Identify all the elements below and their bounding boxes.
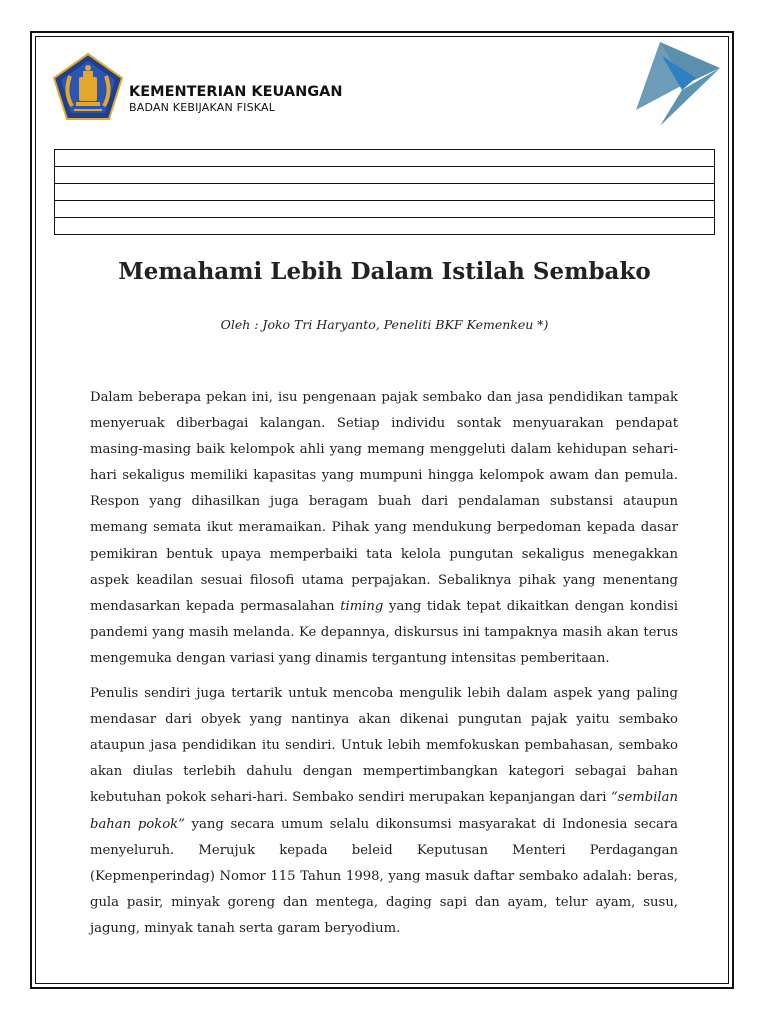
header-grid xyxy=(54,149,715,235)
grid-row xyxy=(55,150,714,167)
org-name: KEMENTERIAN KEUANGAN xyxy=(129,84,343,100)
grid-row xyxy=(55,167,714,184)
grid-row xyxy=(55,218,714,234)
paragraph-2-emphasis: “sembilan bahan pokok” xyxy=(90,790,678,832)
paragraph-1-emphasis: timing xyxy=(340,598,384,614)
org-block xyxy=(129,84,342,115)
article-byline: Oleh : Joko Tri Haryanto, Peneliti BKF Kemenkeu *) xyxy=(220,317,549,332)
grid-row xyxy=(55,184,714,201)
paragraph-1 xyxy=(90,385,678,672)
paragraph-2 xyxy=(90,681,678,942)
paragraph-2-text-a: Penulis sendiri juga tertarik untuk mencoba mengulik lebih dalam aspek yang paling mendasar dari obyek yang nantinya akan dikenai pungutan pajak yaitu sembako ataupun jasa pendidikan itu sendiri. Untuk lebih memfokuskan pembahasan, sembako akan diulas terlebih dahulu dengan mempertimbangkan kategori sebagai bahan kebutuhan pokok sehari-hari. Sembako sendiri merupakan kepanjangan dari xyxy=(90,686,678,806)
paragraph-1-text-a: Dalam beberapa pekan ini, isu pengenaan pajak sembako dan jasa pendidikan tampak menyeruak diberbagai kalangan. Setiap individu sontak menyuarakan pendapat masing-masing baik kelompok ahli yang memang menggeluti dalam kehidupan sehari-hari sekaligus memiliki kapasitas yang mumpuni hingga kelompok awam dan pemula. Respon yang dihasilkan juga beragam buah dari pendalaman substansi ataupun memang semata ikut meramaikan. Pihak yang mendukung berpedoman kepada dasar pemikiran bentuk upaya memperbaiki tata kelola pungutan sekaligus menegakkan aspek keadilan sesuai filosofi utama perpajakan. Sebaliknya pihak yang menentang mendasarkan kepada permasalahan xyxy=(90,390,678,614)
kemenkeu-emblem-icon xyxy=(52,52,124,122)
bkf-triangle-logo-icon xyxy=(626,38,722,130)
org-unit: BADAN KEBIJAKAN FISKAL xyxy=(129,101,276,114)
article-title: Memahami Lebih Dalam Istilah Sembako xyxy=(118,258,651,285)
paragraph-2-text-b: yang secara umum selalu dikonsumsi masyarakat di Indonesia secara menyeluruh. Merujuk kepada beleid Keputusan Menteri Perdagangan (Kepmenperindag) Nomor 115 Tahun 1998, yang masuk daftar sembako adalah: beras, gula pasir, minyak goreng dan mentega, daging sapi dan ayam, telur ayam, susu, jagung, minyak tanah serta garam beryodium. xyxy=(90,816,678,936)
article-body xyxy=(90,385,678,951)
grid-row xyxy=(55,201,714,218)
paragraph-1-text-b: yang tidak tepat dikaitkan dengan kondisi pandemi yang masih melanda. Ke depannya, diskursus ini tampaknya masih akan terus mengemuka dengan variasi yang dinamis tergantung intensitas pemberitaan. xyxy=(90,598,678,666)
